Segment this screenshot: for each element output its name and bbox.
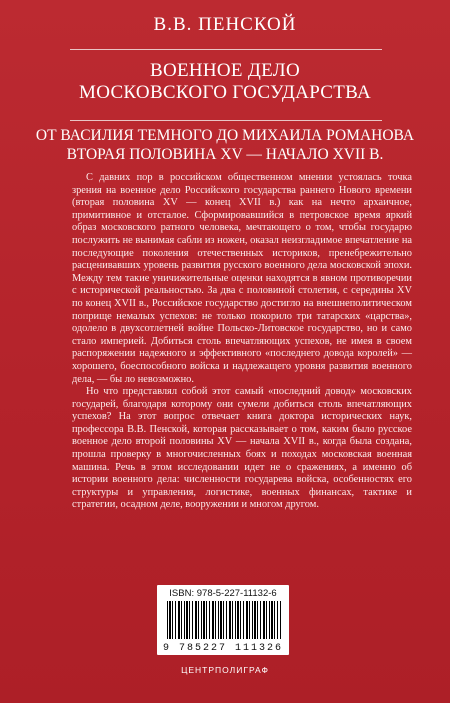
book-subtitle xyxy=(0,126,450,164)
subtitle-line-2: ВТОРАЯ ПОЛОВИНА XV — НАЧАЛО XVII В. xyxy=(66,146,384,163)
subtitle-line-1: ОТ ВАСИЛИЯ ТЕМНОГО ДО МИХАИЛА РОМАНОВА xyxy=(35,127,415,144)
book-title xyxy=(0,60,450,104)
ean-digits: 9 785227 111326 xyxy=(162,643,283,654)
title-line-1: ВОЕННОЕ ДЕЛО xyxy=(149,60,301,81)
annotation-paragraph-2: Но что представлял собой этот самый «последний довод» московских государей, благодаря которому они сумели добиться столь впечатляющих успехов? На этот вопрос отвечает книга доктора исторических наук, профессора В.В. Пенской, которая рассказывает о том, каким было русское военное дело второй половины XV — начала XVII в., когда была создана, прошла проверку в многочисленных боях и походах московская военная машина. Речь в этом исследовании идет не о сражениях, а именно об истории военного дела: численности государева войска, особенностях его структуры и управления, логистике, военных финансах, тактике и стратегии, осадном деле, вооружении и многом другом. xyxy=(72,386,412,511)
divider-top xyxy=(70,49,382,50)
divider-middle xyxy=(70,120,382,121)
annotation-paragraph-1: С давних пор в российском общественном мнении устоялась точка зрения на военное дело Российского государства раннего Нового времени (вторая половина XV — конец XVII в.) как на нечто архаичное, примитивное и отсталое. Сформировавшийся в петровское время яркий образ московского ратного человека, мечтающего о том, чтобы государю послужить не вынимая сабли из ножен, оказал неизгладимое впечатление на последующие поколения отечественных историков, пренебрежительно расценивавших уровень развития русского военного дела московской эпохи. Между тем такие уничижительные оценки находятся в явном противоречии с исторической реальностью. За два с половиной столетия, с середины XV по конец XVII в., Российское государство достигло на внешнеполитическом поприще немалых успехов: не только покорило три татарских «царства», одолело в двухсотлетней войне Польско-Литовское государство, но и само стало империей. Добиться столь впечатляющих успехов, не имея в своем распоряжении надежного и эффективного «последнего довода королей» — хорошего, боеспособного войска и надлежащего уровня развития военного дела, — бы ло невозможно. xyxy=(72,172,412,385)
annotation-text xyxy=(72,172,412,512)
author-name: В.В. ПЕНСКОЙ xyxy=(153,14,297,35)
barcode-icon xyxy=(167,601,281,639)
title-line-2: МОСКОВСКОГО ГОСУДАРСТВА xyxy=(79,82,371,103)
publisher-name: ЦЕНТРПОЛИГРАФ xyxy=(181,665,269,675)
isbn-number: ISBN: 978-5-227-11132-6 xyxy=(169,588,277,599)
barcode-label xyxy=(157,585,289,655)
